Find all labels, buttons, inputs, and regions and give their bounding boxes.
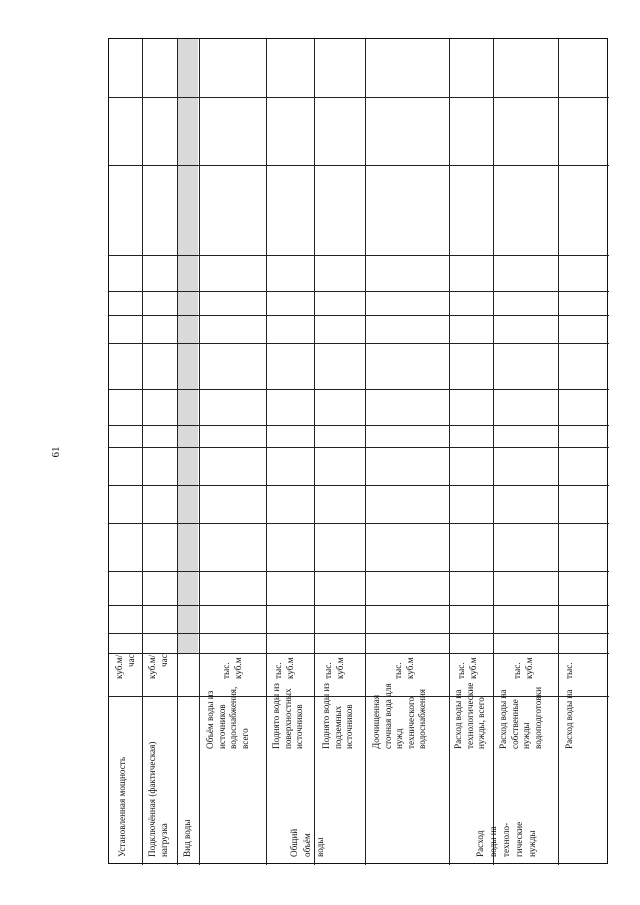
water-type-band [177,39,198,653]
total-volume-l1: Общий [289,828,299,857]
row-divider [109,523,609,524]
tech-group-l4: гические [514,821,524,857]
row-divider [109,255,609,256]
unit-line: тыс. [393,662,403,679]
tech-group-l2: воды на [488,826,498,857]
water-balance-table [108,38,608,864]
column-divider [558,39,559,865]
unit-line: куб.м [467,657,478,679]
installed-capacity-unit-2: час [126,654,136,667]
item-line: подземных [332,705,343,749]
total-volume-l2: объём [302,833,312,857]
unit-line: тыс. [456,662,466,679]
item-line: технического [405,696,416,749]
tech-group-l3: техноло- [501,822,511,857]
connected-load-label: Подключённая (фактическая) [147,741,157,857]
column-divider [199,39,200,653]
item-line: Объём воды из [205,690,215,749]
item-line: Расход воды на [564,689,574,749]
row-divider [109,343,609,344]
unit-total-sources [221,657,244,679]
row-divider [109,291,609,292]
unit-line: куб.м [232,657,243,679]
unit-line: тыс. [323,662,333,679]
item-total-sources [205,687,251,749]
unit-surface [273,657,296,679]
column-divider [314,39,315,865]
item-line: Поднято воды из [271,683,281,749]
total-volume-group-3 [315,838,327,857]
row-divider [109,97,609,98]
row-divider [109,571,609,572]
connected-load-unit-2: час [159,654,169,667]
row-divider [109,653,609,654]
item-own-needs [498,687,544,749]
row-divider [109,605,609,606]
unit-line: тыс. [221,662,231,679]
unit-line: куб.м [523,657,534,679]
unit-own-needs [512,657,535,679]
item-line: источников [344,704,355,749]
column-divider [266,39,267,865]
item-line: нужд [394,728,405,749]
tech-group-l5: нужды [527,830,537,857]
column-divider [365,39,366,865]
connected-load-unit: куб.м/ [147,654,157,679]
row-divider [109,447,609,448]
total-volume-group [289,829,301,857]
row-divider [109,315,609,316]
column-divider [177,39,178,865]
unit-tech-next [564,662,576,679]
row-divider [109,389,609,390]
tech-group-l1: Расход [475,830,485,857]
unit-line: куб.м [404,657,415,679]
item-line: собственные [509,699,520,749]
item-line: нужды, всего [476,697,487,749]
column-divider [449,39,450,865]
item-line: водоснабжения, [228,686,239,749]
item-line: источников [294,704,305,749]
item-surface [271,683,306,749]
item-line: технологические [464,682,475,749]
total-volume-group-2 [302,833,314,857]
item-line: Доочищенная [371,694,381,749]
item-line: всего [239,728,250,749]
unit-underground [323,657,346,679]
connected-load-label-2: нагрузка [159,823,169,857]
column-divider [493,39,494,865]
item-tech-next [564,690,576,749]
row-divider [109,633,609,634]
item-line: Поднято воды из [321,683,331,749]
item-line: Расход воды на [498,689,508,749]
row-divider [109,485,609,486]
column-divider [142,39,143,865]
item-line: нужды [521,722,532,749]
installed-capacity-unit: куб.м/ [114,654,124,679]
row-divider [109,165,609,166]
item-treated-waste [371,683,429,749]
installed-capacity-label: Установленная мощность [117,756,127,857]
row-divider [109,425,609,426]
unit-line: тыс. [512,662,522,679]
item-line: водоподготовки [532,686,543,749]
total-volume-l3: воды [315,837,325,857]
item-line: поверхностных [282,688,293,749]
item-line: источников [216,704,227,749]
item-line: Расход воды на [453,689,463,749]
item-tech-total [453,683,488,749]
item-line: водоснабжения [417,689,428,749]
item-line: сточная вода для [382,683,393,749]
unit-line: куб.м [334,657,345,679]
item-underground [321,683,356,749]
unit-line: куб.м [284,657,295,679]
unit-tech-total [456,657,479,679]
page-number: 61 [50,446,62,458]
water-type-label: Вид воды [182,819,192,857]
unit-line: тыс. [564,662,574,679]
unit-line: тыс. [273,662,283,679]
unit-treated-waste [393,657,416,679]
